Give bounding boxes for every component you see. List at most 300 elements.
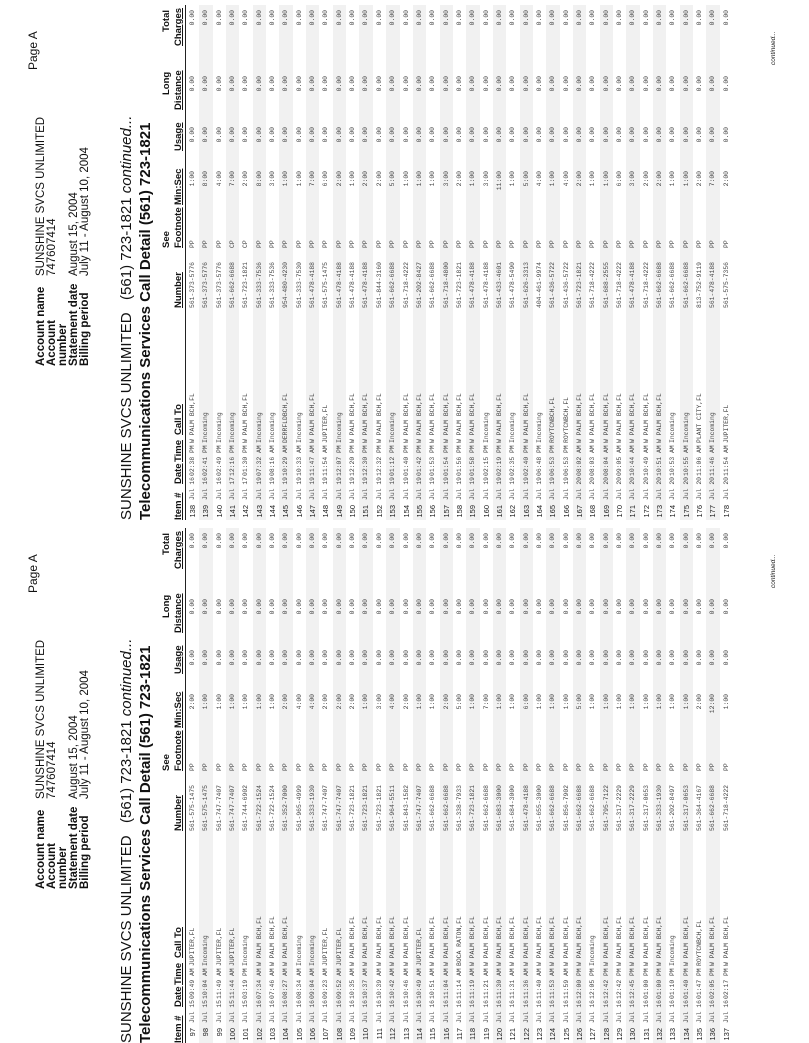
footnote: PP	[482, 763, 490, 771]
footnote: PP	[722, 240, 730, 248]
call-date: Jul 19	[415, 476, 423, 500]
table-row	[493, 5, 506, 520]
total-charge: 0.00	[522, 10, 530, 26]
footnote: PP	[509, 240, 517, 248]
long-distance-charge: 0.00	[549, 599, 557, 615]
footnote: PP	[402, 763, 410, 771]
call-detail-title: Telecommunications Services Call Detail (561) 723-1821	[137, 645, 154, 1043]
total-charge: 0.00	[495, 10, 503, 26]
duration: 1:00	[549, 694, 557, 710]
total-charge: 0.00	[229, 533, 237, 549]
long-distance-charge: 0.00	[722, 76, 730, 92]
table-row	[359, 5, 372, 520]
duration: 1:00	[229, 694, 237, 710]
call-to: W PALM BCH,FL	[629, 916, 637, 966]
call-date: Jul 19	[549, 476, 557, 500]
table-row	[600, 528, 613, 1043]
usage-charge: 0.00	[682, 127, 690, 143]
usage-charge: 0.00	[215, 127, 223, 143]
phone-number: 561-688-2555	[602, 261, 610, 308]
usage-charge: 0.00	[255, 650, 263, 666]
phone-number: 561-662-6688	[656, 261, 664, 308]
usage-charge: 0.00	[509, 650, 517, 666]
usage-charge: 0.00	[656, 650, 664, 666]
long-distance-charge: 0.00	[202, 76, 210, 92]
duration: 2:00	[349, 694, 357, 710]
item-number: 140	[214, 505, 224, 518]
usage-charge: 0.00	[482, 650, 490, 666]
col-long: Long	[161, 594, 172, 618]
call-time: 12:16 PM	[229, 445, 237, 476]
usage-charge: 0.00	[295, 127, 303, 143]
total-charge: 0.00	[242, 10, 250, 26]
usage-charge: 0.00	[442, 127, 450, 143]
total-charge: 0.00	[616, 10, 623, 26]
footnote: PP	[322, 763, 330, 771]
phone-number: 561-662-6688	[229, 261, 237, 308]
duration: 7:00	[482, 694, 490, 710]
call-to: DERRFLDBCH,FL	[282, 393, 290, 443]
call-to: W PALM BCH,FL	[535, 916, 543, 966]
call-to: W PALM BCH,FL	[362, 916, 370, 966]
footnote: PP	[215, 763, 223, 771]
total-charge: 0.00	[202, 533, 210, 549]
total-charge: 0.00	[722, 10, 730, 26]
duration: 2:00	[722, 171, 730, 187]
call-date: Jul 16	[549, 999, 557, 1023]
footnote: PP	[616, 763, 623, 771]
phone-number: 561-747-7407	[415, 784, 423, 831]
call-to: W PALM BCH,FL	[362, 393, 370, 443]
item-number: 161	[494, 505, 504, 518]
long-distance-charge: 0.00	[189, 599, 196, 615]
billing-period-label: Billing period	[79, 292, 91, 366]
footnote: PP	[362, 240, 370, 248]
usage-charge: 0.00	[189, 127, 196, 143]
long-distance-charge: 0.00	[589, 76, 597, 92]
call-time: 02:17 PM	[722, 968, 730, 999]
footnote: PP	[255, 763, 263, 771]
footnote: PP	[415, 763, 423, 771]
call-to: W PALM BCH,FL	[189, 393, 196, 443]
call-to: W PALM BCH,FL	[469, 393, 477, 443]
call-time: 09:23 AM	[322, 968, 330, 999]
call-to: W PALM BCH,FL	[709, 916, 717, 966]
long-distance-charge: 0.00	[455, 76, 463, 92]
total-charge: 0.00	[215, 533, 223, 549]
table-row	[560, 528, 573, 1043]
call-time: 11:46 AM	[709, 445, 717, 476]
table-row	[199, 5, 212, 520]
long-distance-charge: 0.00	[375, 599, 383, 615]
table-row	[226, 528, 239, 1043]
usage-charge: 0.00	[509, 127, 517, 143]
usage-charge: 0.00	[535, 127, 543, 143]
usage-charge: 0.00	[535, 650, 543, 666]
call-to: ROYTCNBCH,FL	[549, 396, 557, 443]
col-footnote: Footnote	[173, 207, 184, 248]
duration: 1:00	[656, 694, 664, 710]
usage-charge: 0.00	[469, 650, 477, 666]
usage-charge: 0.00	[709, 127, 717, 143]
footnote: PP	[282, 240, 290, 248]
total-charge: 0.00	[309, 533, 317, 549]
call-to: W PALM BCH,FL	[309, 393, 317, 443]
table-row	[533, 528, 546, 1043]
item-number: 177	[708, 505, 718, 518]
total-charge: 0.00	[509, 10, 517, 26]
call-to: JUPITER,FL	[189, 927, 196, 966]
footnote: PP	[255, 240, 263, 248]
call-time: 02:19 PM	[495, 445, 503, 476]
usage-charge: 0.00	[495, 127, 503, 143]
footnote: PP	[482, 240, 490, 248]
phone-number: 561-364-4167	[696, 784, 704, 831]
phone-number: 561-684-3000	[509, 784, 517, 831]
long-distance-charge: 0.00	[722, 599, 730, 615]
total-charge: 0.00	[482, 10, 490, 26]
call-date: Jul 19	[255, 476, 263, 500]
call-to: W PALM BCH,FL	[616, 916, 623, 966]
table-row	[706, 528, 719, 1043]
statement-date: August 15, 2004	[68, 192, 80, 276]
item-number: 120	[494, 1028, 504, 1041]
call-time: 12:20 PM	[349, 445, 357, 476]
col-time: Time	[173, 439, 184, 462]
long-distance-charge: 0.00	[469, 599, 477, 615]
phone-number: 561-662-6688	[442, 784, 450, 831]
item-number: 158	[454, 505, 464, 518]
long-distance-charge: 0.00	[415, 599, 423, 615]
duration: 1:00	[282, 171, 290, 187]
phone-number: 561-433-4601	[495, 261, 503, 308]
long-distance-charge: 0.00	[535, 76, 543, 92]
duration: 1:00	[202, 694, 210, 710]
col-date: Date	[173, 986, 184, 1007]
total-charge: 0.00	[282, 533, 290, 549]
call-to: W PALM BCH,FL	[242, 393, 250, 443]
long-distance-charge: 0.00	[309, 76, 317, 92]
call-to: W PALM BCH,FL	[389, 916, 397, 966]
call-date: Jul 16	[202, 476, 210, 500]
call-to: JUPITER,FL	[229, 927, 237, 966]
duration: 12:00	[709, 694, 717, 714]
table-row	[266, 528, 279, 1043]
table-row	[293, 5, 306, 520]
call-date: Jul 19	[349, 476, 357, 500]
call-time: 02:41 PM	[202, 445, 210, 476]
item-number: 151	[361, 505, 371, 518]
table-header	[156, 5, 185, 520]
total-charge: 0.00	[616, 533, 623, 549]
long-distance-charge: 0.00	[362, 76, 370, 92]
total-charge: 0.00	[322, 10, 330, 26]
total-charge: 0.00	[629, 10, 637, 26]
table-row	[693, 5, 706, 520]
long-distance-charge: 0.00	[642, 599, 650, 615]
call-date: Jul 20	[722, 476, 730, 500]
total-charge: 0.00	[656, 533, 664, 549]
duration: 1:00	[535, 694, 543, 710]
table-row	[413, 5, 426, 520]
long-distance-charge: 0.00	[229, 599, 237, 615]
duration: 2:00	[335, 171, 343, 187]
account-name: SUNSHINE SVCS UNLIMITED	[35, 116, 47, 276]
call-date: Jul 19	[375, 476, 383, 500]
duration: 1:00	[509, 171, 517, 187]
table-row	[346, 528, 359, 1043]
phone-number: 561-373-5776	[189, 261, 196, 308]
duration: 2:00	[322, 694, 330, 710]
item-number: 119	[481, 1028, 491, 1040]
duration: 7:00	[229, 171, 237, 187]
total-charge: 0.00	[295, 533, 303, 549]
phone-number: 561-478-4188	[362, 261, 370, 308]
footnote: PP	[442, 240, 450, 248]
long-distance-charge: 0.00	[696, 76, 704, 92]
statement-date-label: Statement date	[68, 283, 80, 366]
total-charge: 0.00	[455, 533, 463, 549]
table-row	[480, 5, 493, 520]
total-charge: 0.00	[335, 533, 343, 549]
duration: 5:00	[455, 694, 463, 710]
table-row	[186, 528, 199, 1043]
phone-number: 561-965-4999	[295, 784, 303, 831]
phone-number: 561-662-6688	[575, 784, 583, 831]
long-distance-charge: 0.00	[629, 599, 637, 615]
call-time: 11:54 AM	[722, 445, 730, 476]
item-number: 101	[241, 1028, 251, 1041]
duration: 1:00	[549, 171, 557, 187]
table-body	[186, 5, 733, 520]
call-time: 10:39 AM	[375, 968, 383, 999]
table-row	[386, 528, 399, 1043]
call-time: 12:07 PM	[335, 445, 343, 476]
duration: 6:00	[616, 171, 623, 187]
total-charge: 0.00	[295, 10, 303, 26]
table-row	[640, 5, 653, 520]
usage-charge: 0.00	[549, 650, 557, 666]
call-to: ROYTCNBCH,FL	[562, 396, 570, 443]
table-row	[239, 5, 252, 520]
usage-charge: 0.00	[575, 650, 583, 666]
item-number: 129	[615, 1028, 624, 1041]
call-date: Jul 19	[495, 476, 503, 500]
table-row	[213, 5, 226, 520]
long-distance-charge: 0.00	[509, 599, 517, 615]
call-date: Jul 16	[189, 476, 196, 500]
duration: 1:00	[469, 171, 477, 187]
call-to: W PALM BCH,FL	[349, 916, 357, 966]
total-charge: 0.00	[362, 10, 370, 26]
col-call-to: Call To	[173, 404, 184, 435]
call-date: Jul 16	[349, 999, 357, 1023]
duration: 1:00	[415, 694, 423, 710]
table-row	[613, 528, 626, 1043]
call-to: Incoming	[535, 412, 543, 443]
item-number: 127	[588, 1028, 598, 1041]
call-to: Incoming	[682, 412, 690, 443]
footnote: PP	[616, 240, 623, 248]
usage-charge: 0.00	[295, 650, 303, 666]
footnote: PP	[682, 240, 690, 248]
phone-number: 561-373-5776	[202, 261, 210, 308]
duration: 1:00	[509, 694, 517, 710]
long-distance-charge: 0.00	[415, 76, 423, 92]
usage-charge: 0.00	[429, 127, 437, 143]
table-row	[506, 528, 519, 1043]
call-to: Incoming	[309, 935, 317, 966]
call-to: Incoming	[295, 412, 303, 443]
usage-charge: 0.00	[589, 650, 597, 666]
duration: 2:00	[696, 171, 704, 187]
phone-number: 561-718-4222	[642, 261, 650, 308]
call-to: W PALM BCH,FL	[429, 916, 437, 966]
usage-charge: 0.00	[335, 127, 343, 143]
total-charge: 0.00	[535, 10, 543, 26]
call-date: Jul 19	[469, 476, 477, 500]
call-to: Incoming	[242, 935, 250, 966]
usage-charge: 0.00	[335, 650, 343, 666]
duration: 1:00	[242, 694, 250, 710]
table-row	[586, 528, 599, 1043]
long-distance-charge: 0.00	[242, 599, 250, 615]
phone-number: 561-747-7407	[322, 784, 330, 831]
footnote: PP	[469, 240, 477, 248]
call-to: W PALM BCH,FL	[562, 916, 570, 966]
usage-charge: 0.00	[242, 127, 250, 143]
call-date: Jul 20	[602, 476, 610, 500]
duration: 2:00	[375, 171, 383, 187]
account-name-label: Account name	[35, 809, 47, 889]
table-row	[426, 5, 439, 520]
total-charge: 0.00	[429, 10, 437, 26]
call-date: Jul 16	[215, 476, 223, 500]
table-row	[720, 5, 733, 520]
total-charge: 0.00	[495, 533, 503, 549]
phone-number: 561-333-7530	[295, 261, 303, 308]
call-date: Jul 16	[295, 999, 303, 1023]
call-to: W PALM BCH,FL	[402, 916, 410, 966]
call-date: Jul 19	[309, 476, 317, 500]
long-distance-charge: 0.00	[656, 599, 664, 615]
call-to: W PALM BCH,FL	[602, 393, 610, 443]
continued-label: continued...	[118, 638, 135, 717]
table-row	[253, 528, 266, 1043]
footnote: PP	[322, 240, 330, 248]
phone-number: 561-662-6688	[482, 784, 490, 831]
table-row	[306, 528, 319, 1043]
long-distance-charge: 0.00	[682, 599, 690, 615]
phone-number: 561-747-7407	[215, 784, 223, 831]
total-charge: 0.00	[349, 533, 357, 549]
table-row	[279, 528, 292, 1043]
item-number: 122	[521, 1028, 531, 1041]
long-distance-charge: 0.00	[282, 76, 290, 92]
item-number: 132	[655, 1028, 665, 1041]
phone-number: 561-478-4188	[349, 261, 357, 308]
col-usage: Usage	[173, 645, 184, 674]
item-number: 118	[468, 1028, 478, 1040]
call-to: Incoming	[589, 935, 597, 966]
table-row	[400, 5, 413, 520]
item-number: 178	[721, 505, 731, 518]
total-charge: 0.00	[389, 533, 397, 549]
total-charge: 0.00	[375, 533, 383, 549]
call-date: Jul 16	[389, 999, 397, 1023]
total-charge: 0.00	[415, 10, 423, 26]
call-date: Jul 19	[295, 476, 303, 500]
call-date: Jul 19	[522, 476, 530, 500]
table-row	[666, 528, 679, 1043]
footnote: PP	[375, 240, 383, 248]
table-row	[426, 528, 439, 1043]
item-number: 165	[548, 505, 558, 518]
call-time: 10:51 AM	[429, 968, 437, 999]
call-time: 08:16 AM	[269, 445, 277, 476]
duration: 1:00	[669, 171, 677, 187]
item-number: 168	[588, 505, 598, 518]
company-name: SUNSHINE SVCS UNLIMITED	[118, 835, 135, 1043]
col-charges: Charges	[173, 7, 184, 46]
table-row	[453, 528, 466, 1043]
duration: 8:00	[202, 171, 210, 187]
call-time: 06:53 PM	[562, 445, 570, 476]
call-to: Incoming	[709, 412, 717, 443]
table-row	[319, 5, 332, 520]
phone-number: 561-723-1821	[455, 261, 463, 308]
call-date: Jul 16	[375, 999, 383, 1023]
usage-charge: 0.00	[269, 127, 277, 143]
total-charge: 0.00	[522, 533, 530, 549]
table-row	[560, 5, 573, 520]
section-heading	[118, 639, 135, 1043]
duration: 1:00	[269, 694, 277, 710]
call-time: 01:56 PM	[455, 445, 463, 476]
footnote: PP	[562, 763, 570, 771]
call-to: Incoming	[229, 412, 237, 443]
footnote: PP	[709, 763, 717, 771]
call-date: Jul 16	[469, 999, 477, 1023]
long-distance-charge: 0.00	[535, 599, 543, 615]
call-date: Jul 19	[389, 476, 397, 500]
total-charge: 0.00	[509, 533, 517, 549]
table-row	[613, 5, 626, 520]
total-charge: 0.00	[375, 10, 383, 26]
call-date: Jul 19	[509, 476, 517, 500]
usage-charge: 0.00	[722, 650, 730, 666]
call-to: W PALM BCH,FL	[522, 393, 530, 443]
item-number: 109	[348, 1028, 358, 1041]
footnote: PP	[495, 763, 503, 771]
statement-half-left	[0, 523, 809, 1043]
usage-charge: 0.00	[402, 650, 410, 666]
col-total: Total	[161, 10, 172, 32]
call-time: 10:29 AM	[282, 445, 290, 476]
duration: 5:00	[522, 171, 530, 187]
call-time: 11:21 AM	[482, 968, 490, 999]
table-row	[653, 5, 666, 520]
company-name: SUNSHINE SVCS UNLIMITED	[118, 312, 135, 520]
duration: 2:00	[189, 694, 196, 710]
statement-half-right	[0, 0, 809, 520]
table-row	[440, 5, 453, 520]
duration: 1:00	[362, 694, 370, 710]
duration: 2:00	[282, 694, 290, 710]
item-number: 125	[561, 1028, 571, 1041]
footnote: PP	[602, 763, 610, 771]
total-charge: 0.00	[455, 10, 463, 26]
